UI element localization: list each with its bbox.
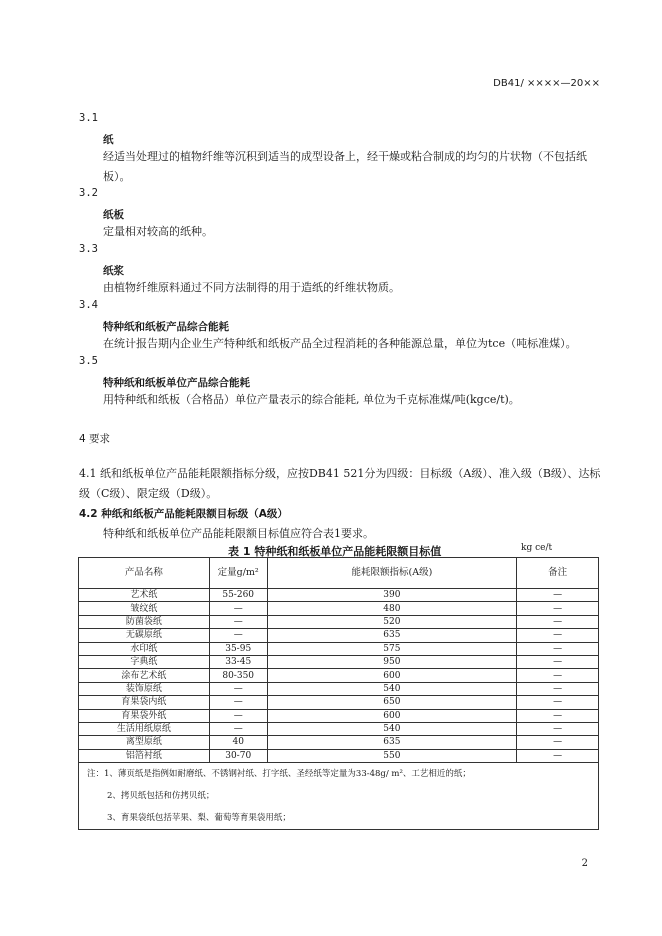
cell-basis-weight: 35-95 xyxy=(209,642,267,655)
cell-limit: 635 xyxy=(267,629,516,642)
table-row xyxy=(79,642,599,655)
cell-basis-weight: — xyxy=(209,602,267,615)
table-row xyxy=(79,655,599,668)
table-row xyxy=(79,602,599,615)
table-row xyxy=(79,589,599,602)
cell-product: 铝箔衬纸 xyxy=(79,749,210,762)
section-4-heading: 4 要求 xyxy=(79,433,111,445)
cell-product: 离型原纸 xyxy=(79,736,210,749)
cell-product: 艺术纸 xyxy=(79,589,210,602)
cell-limit: 550 xyxy=(267,749,516,762)
clause-number-3-1: 3.1 xyxy=(79,112,98,124)
term-3-2: 纸板 xyxy=(103,209,124,221)
term-3-5: 特种纸和纸板单位产品综合能耗 xyxy=(103,377,250,389)
table-row xyxy=(79,736,599,749)
cell-remarks: — xyxy=(517,682,599,695)
cell-basis-weight: 80-350 xyxy=(209,669,267,682)
definition-3-3: 由植物纤维原料通过不同方法制得的用于造纸的纤维状物质。 xyxy=(103,281,400,294)
cell-product: 无碳原纸 xyxy=(79,629,210,642)
table-row xyxy=(79,682,599,695)
table-row xyxy=(79,696,599,709)
table-row xyxy=(79,669,599,682)
energy-limit-table xyxy=(78,557,599,830)
term-3-4: 特种纸和纸板产品综合能耗 xyxy=(103,321,229,333)
table-row xyxy=(79,709,599,722)
page-number: 2 xyxy=(581,858,588,869)
cell-remarks: — xyxy=(517,696,599,709)
column-header-product: 产品名称 xyxy=(79,558,210,589)
table-note-1: 注：1、薄页纸是指例如耐磨纸、不锈钢衬纸、打字纸、圣经纸等定量为33-48g/ m²、工艺相近的纸； xyxy=(79,763,599,786)
cell-limit: 540 xyxy=(267,722,516,735)
clause-4-2-text: 特种纸和纸板单位产品能耗限额目标值应符合表1要求。 xyxy=(103,527,374,540)
cell-limit: 600 xyxy=(267,709,516,722)
clause-number-3-3: 3.3 xyxy=(79,243,98,255)
cell-remarks: — xyxy=(517,655,599,668)
column-header-remarks: 备注 xyxy=(517,558,599,589)
definition-3-2: 定量相对较高的纸种。 xyxy=(103,225,213,238)
cell-basis-weight: — xyxy=(209,615,267,628)
cell-basis-weight: 33-45 xyxy=(209,655,267,668)
cell-basis-weight: — xyxy=(209,629,267,642)
cell-limit: 540 xyxy=(267,682,516,695)
cell-product: 育果袋内纸 xyxy=(79,696,210,709)
table-row xyxy=(79,629,599,642)
cell-remarks: — xyxy=(517,642,599,655)
cell-basis-weight: — xyxy=(209,722,267,735)
table-header-row xyxy=(79,558,599,589)
cell-limit: 600 xyxy=(267,669,516,682)
column-header-basis-weight: 定量g/m² xyxy=(209,558,267,589)
cell-basis-weight: — xyxy=(209,709,267,722)
clause-number-3-4: 3.4 xyxy=(79,299,98,311)
cell-remarks: — xyxy=(517,589,599,602)
cell-limit: 480 xyxy=(267,602,516,615)
cell-product: 育果袋外纸 xyxy=(79,709,210,722)
table-caption: 表 1 特种纸和纸板单位产品能耗限额目标值 xyxy=(228,545,442,558)
cell-product: 水印纸 xyxy=(79,642,210,655)
document-code-header: DB41/ ××××—20×× xyxy=(493,78,600,89)
definition-3-4: 在统计报告期内企业生产特种纸和纸板产品全过程消耗的各种能源总量，单位为tce（吨标准煤）。 xyxy=(103,337,577,350)
definition-3-1: 经适当处理过的植物纤维等沉积到适当的成型设备上，经干燥或粘合制成的均匀的片状物（不包括纸板）。 xyxy=(103,150,587,183)
cell-remarks: — xyxy=(517,669,599,682)
term-3-3: 纸浆 xyxy=(103,265,124,277)
cell-limit: 635 xyxy=(267,736,516,749)
table-row xyxy=(79,615,599,628)
cell-remarks: — xyxy=(517,722,599,735)
cell-limit: 650 xyxy=(267,696,516,709)
cell-limit: 950 xyxy=(267,655,516,668)
cell-product: 装饰原纸 xyxy=(79,682,210,695)
clause-4-1: 4.1 纸和纸板单位产品能耗限额指标分级，应按DB41 521分为四级：目标级（A级）、准入级（B级）、达标级（C级）、限定级（D级）。 xyxy=(79,467,601,500)
cell-basis-weight: 55-260 xyxy=(209,589,267,602)
clause-4-2-heading: 4.2 种纸和纸板产品能耗限额目标级（A级） xyxy=(79,508,288,520)
table-row xyxy=(79,722,599,735)
clause-number-3-5: 3.5 xyxy=(79,355,98,367)
cell-basis-weight: 30-70 xyxy=(209,749,267,762)
cell-basis-weight: 40 xyxy=(209,736,267,749)
table-note-row xyxy=(79,807,599,830)
cell-limit: 520 xyxy=(267,615,516,628)
table-row xyxy=(79,749,599,762)
cell-limit: 575 xyxy=(267,642,516,655)
definition-3-5: 用特种纸和纸板（合格品）单位产量表示的综合能耗, 单位为千克标准煤/吨(kgce/t)。 xyxy=(103,393,520,406)
cell-limit: 390 xyxy=(267,589,516,602)
cell-product: 生活用纸原纸 xyxy=(79,722,210,735)
cell-remarks: — xyxy=(517,749,599,762)
table-unit: kg ce/t xyxy=(521,543,553,553)
table-note-2: 2、拷贝纸包括和仿拷贝纸； xyxy=(79,785,599,807)
cell-product: 皱纹纸 xyxy=(79,602,210,615)
table-note-3: 3、育果袋纸包括苹果、梨、葡萄等育果袋用纸； xyxy=(79,807,599,830)
cell-basis-weight: — xyxy=(209,696,267,709)
cell-remarks: — xyxy=(517,736,599,749)
cell-remarks: — xyxy=(517,629,599,642)
table-note-row xyxy=(79,785,599,807)
column-header-limit: 能耗限额指标(A级) xyxy=(267,558,516,589)
cell-product: 防菌袋纸 xyxy=(79,615,210,628)
clause-number-3-2: 3.2 xyxy=(79,187,98,199)
cell-remarks: — xyxy=(517,709,599,722)
cell-remarks: — xyxy=(517,615,599,628)
cell-product: 字典纸 xyxy=(79,655,210,668)
cell-product: 涂布艺术纸 xyxy=(79,669,210,682)
cell-basis-weight: — xyxy=(209,682,267,695)
term-3-1: 纸 xyxy=(103,134,114,146)
cell-remarks: — xyxy=(517,602,599,615)
table-note-row xyxy=(79,763,599,786)
